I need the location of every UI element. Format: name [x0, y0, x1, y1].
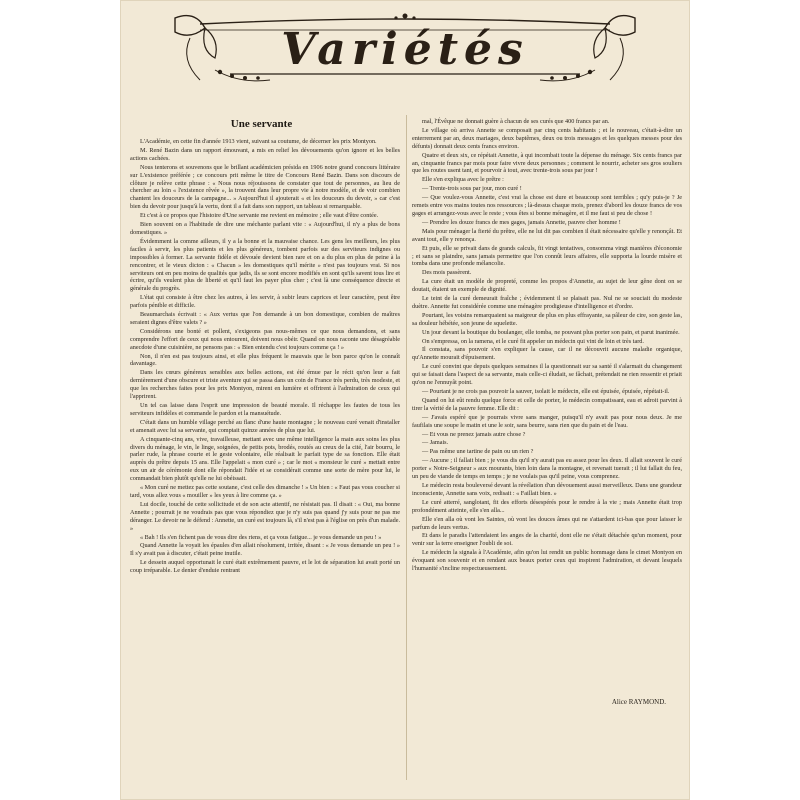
paragraph: Évidemment la comme ailleurs, il y a la bonne et la mauvaise chance. Les gens les meilleurs, les plus faciles à servir, les plus patients et les plus généreux, tombent parfois sur des serviteurs indignes ou impossibles à former. La servante fidèle et dévouée devient bien rare et on a du plus en plus de peine à la rencontrer, et le vieux dicton : « Chacun » les domestiques qu'il mérite » n'est pas toujours vrai. Si nos serviteurs ont en peu moins de qualités que jadis, ils se sont encore modifiés en sont qu'ils savent tous lire et écrire, qu'ils veulent plus de liberté et qu'il faut les payer plus cher ; c'est là une conséquence directe et générale du progrès. — [130, 237, 400, 293]
paragraph: Le village où arriva Annette se composait par cinq cents habitants ; et le nouveau, c'était-à-dire un enterrement par an, deux mariages, deux baptêmes, deux ou trois messages et les quelques messes pour des défunts) donnait deux cents francs environ. — [412, 126, 682, 150]
paragraph: Non, il n'en est pas toujours ainsi, et elle plus fréquent le mauvais que le bon parce qu'on le connaît davantage. — [130, 352, 400, 368]
paragraph: Quatre et deux six, ce répétait Annette, à qui incombait toute la dépense du ménage. Six cents francs par an, cinquante francs par mois pour faire vivre deux personnes ; comment le nourrir, acheter ses gros souliers que les routes usent tant, et pourvoir à tout, avec trente-trois sous par jour ! — [412, 151, 682, 175]
paragraph: — Jamais. — [422, 439, 449, 447]
paragraph: Nous tenterons et souvenons que le brillant académicien présida en 1906 notre grand concours littéraire sur L'existence préférée ; ce concours prit même le titre de Concours René Bazin. Dans son discours de clôture je relève cette phrase : « Nous nous réjouissons de constater que tout de personnes, au lieu de chercher au loin « l'existence rêvée », la trouvent dans leur propre vie à notre modèle, et de voir combien chantent les douceurs de la campagne... » Aujourd'hui il ajouterait « et les douceurs du devoir, » car c'est bien du devoir pour jusqu'à la vertu, dont il a fait dans son rapport, un tableau si remarquable. — [130, 163, 400, 211]
paragraph: « Mon curé ne mettez pas cette soutane, c'est celle des dimanche ! » Un bien : « Faut pas vous coucher si tard, vous allez vous « mouiller » les yeux à lire comme ça. » — [130, 484, 400, 499]
paragraph: L'état qui consiste à être chez les autres, à les servir, à subir leurs caprices et leur caractère, peut être parfois pénible et difficile. — [130, 294, 400, 310]
masthead — [160, 10, 650, 90]
paragraph: Un jour devant la boutique du boulanger, elle tomba, ne pouvant plus porter son pain, et parut inanimée. — [422, 328, 680, 336]
paragraph: A cinquante-cinq ans, vive, travailleuse, mettant avec une même intelligence la main aux soins les plus divers du ménage, le vin, le linge, soignées, de petits pots, brodés, routés au creux de la cité, l'air bourru, le parler rude, la phrase courte et le geste volontaire, elle réalisait le parfait type de sa fonction. Elle était auprès du prêtre depuis 15 ans. Elle l'appelait « mon curé » ; car le mot « monsieur le curé » mettait entre eux un air de cérémonie dont elle répondait l'idée et se considérait comme une sorte de mère pour lui, le commandait bien plutôt qu'elle ne lui obéissait. — [130, 435, 400, 483]
paragraph: — J'avais espéré que je pourrais vivre sans manger, puisqu'il n'y avait pas pour nous deux. Je me faufilais une soupe le matin et une le soir, sans beurre, sans rien que du pain et de l'eau. — [412, 413, 682, 429]
paragraph: Beaumarchais écrivait : « Aux vertus que l'on demande à un bon domestique, combien de maîtres seraient dignes d'être valets ? » — [130, 311, 400, 326]
paragraph: — Que voulez-vous Annette, c'est vrai la chose est dure et beaucoup sont terribles ; qu'y puis-je ? Je remets entre vos mains toutes nos ressources ; là-dessus chaque mois, prenez d'abord les douze francs de vos gages et arrangez-vous avec le reste ; vous êtes si bonne ménagère, et il me faut si peu de chose ! — [412, 194, 682, 217]
paragraph: On s'empressa, on la ramena, et le curé fit appeler un médecin qui vint de loin et très tard. — [422, 337, 644, 345]
paragraph: — Et vous ne prenez jamais autre chose ? — [422, 430, 526, 438]
paragraph: Il constata, sans pouvoir s'en expliquer la cause, car il ne découvrit aucune maladie organique, qu'Annette mourait d'épuisement. — [412, 346, 682, 362]
paragraph: Le médecin la signala à l'Académie, afin qu'on lui rendit un public hommage dans le cimet Montyon en évoquant son souvenir et en rendant aux beaux porter ceux qui inspirent l'admiration, et devant lesquels l'humanité s'incline respectueusement. — [412, 549, 682, 573]
paragraph: — Trente-trois sous par jour, mon curé ! — [422, 185, 522, 193]
paragraph: Elle s'en expliqua avec le prêtre : — [422, 176, 504, 184]
paragraph: Des mois passèrent. — [422, 269, 472, 277]
paragraph: — Prendre les douze francs de mes gages, jamais Annette, pauvre cher homme ! — [422, 218, 621, 226]
paragraph: « Bah ! Ils s'en fichent pas de vous dire des riens, et ça vous fatigue... je vous demande un peu ! » — [140, 533, 382, 541]
paragraph: Le médecin resta bouleversé devant la révélation d'un dévouement aussi merveilleux. Dans une grandeur inconsciente, Annette sans voix, redisait : « Faillait bien. » — [412, 481, 682, 497]
paragraph: Le dessein auquel opportunait le curé était extrêmement pauvre, et le lot de séparation lui avait porté un coup irréparable. Le denier d'enduie rentrant — [130, 559, 400, 575]
paragraph: C'était dans un humble village perché au flanc d'une haute montagne ; le nouveau curé venait d'installer et amenait avec lui sa servante, qui comptait quinze années de plus que lui. — [130, 418, 400, 434]
paragraph: La cure était un modèle de propreté, comme les propos d'Annette, au sujet de leur gêne dont on se doutait, étaient un exemple de dignité. — [412, 278, 682, 294]
paragraph: Et dans le paradis l'attendaient les anges de la charité, dont elle ne s'était détachée qu'un moment, pour venir sur la terre enseigner l'oubli de soi. — [412, 532, 682, 548]
paragraph: L'Académie, en cette fin d'année 1913 vient, suivant sa coutume, de décerner les prix Montyon. — [140, 138, 377, 145]
paragraph: Et c'est à ce propos que l'histoire d'Une servante me revient en mémoire ; elle vaut d'être contée. — [140, 212, 379, 220]
right-column — [412, 118, 682, 574]
paragraph: Elle s'en alla où vont les Saintes, où vont les douces âmes qui ne s'attardent ici-bas que pour laisser le parfum de leurs vertus. — [412, 515, 682, 531]
paragraph: Le curé atterré, sanglotant, fit des efforts désespérés pour le rendre à la vie ; mais Annette était trop profondément atteinte, elle s'en alla... — [412, 498, 682, 514]
paragraph: — Aucune ; il fallait bien ; je vous dis qu'il n'y aurait pas eu assez pour les deux. Il allait souvent le curé porter « Notre-Seigneur » aux mourants, bien loin dans la montagne, et revenait tuerait ; il lui fallait du feu, un peu de viande de temps en temps ; je ne voulais pas qu'il peine, vous comprenez. — [412, 457, 682, 481]
newspaper-page — [120, 0, 690, 800]
paragraph: Un tel cas laisse dans l'esprit une impression de beauté morale. Il réchappe les fautes de tous les serviteurs infidèles et commande le pardon et la mansuétude. — [130, 402, 400, 417]
paragraph: Quand on lui eût rendu quelque force et celle de porter, le médecin compatissant, eau et adroit parvint à tirer la vérité de la pauvre femme. Elle dit : — [412, 396, 682, 412]
paragraph: Et puis, elle se privait dans de grands calculs, fit vingt tentatives, consomma vingt manières d'économie ; et sans se plaindre, sans jamais permettre que l'on connût leurs affaires, elle supporta la lourde misère et tomba dans une profonde mélancolie. — [412, 244, 682, 268]
paragraph: Dans les cœurs généreux sensibles aux belles actions, est été émue par le récit qu'on leur a fait dernièrement d'une obscure et triste aventure qui se passa dans un coin de France très perdu, très modeste, et que les recherches faites pour les prix Montyon, mirent en lumière et offrirent à l'admiration de ceux qui l'apprirent. — [130, 369, 400, 401]
article-title: Une servante — [230, 118, 293, 130]
paragraph: Quand Annette la voyait les épaules d'en allait résolument, irritée, disant : « Je vous demande un peu ! » Il s'y avait pas à discuter, c'était peine inutile. — [130, 542, 400, 558]
column-divider — [406, 115, 407, 780]
paragraph: Considérons une bonté et pollent, s'exigeons pas nous-mêmes ce que nous demandons, et sans comprendre l'effort de ceux qui nous entourent, doivent nous obéir. Quand on nous raconte une désagréable anecdote d'une cuisinière, ne pensons pas : « Bien entendu c'est toujours comme ça ! » — [130, 327, 400, 351]
paragraph: M. René Bazin dans un rapport émouvant, a mis en relief les dévouements qu'on ignore et les belles actions cachées. — [130, 146, 400, 162]
paragraph: Mais pour ménager la fierté du prêtre, elle ne lui dit pas combien il était nécessaire qu'elle y renonçât. Et avant tout, elle y renonça. — [412, 227, 682, 243]
author-signature: Alice RAYMOND. — [611, 698, 666, 706]
section-title: Variétés — [281, 24, 529, 75]
paragraph: — Pourtant je ne crois pas pouvoir la sauver, isolait le médecin, elle est épuisée, épuisée, répétait-il. — [422, 388, 670, 395]
paragraph: Lui docile, touché de cette sollicitude et de son acte attentif, ne résistait pas. Il disait : « Oui, ma bonne Annette ; pourrait je ne voudrais pas que vous répondiez que je n'y suis pas quand j'y suis pour ne pas me déranger. Le devoir ne le défend : Annette, un curé est toujours là, s'il n'est pas à l'église on près d'un malade. » — [130, 500, 400, 532]
paragraph: mal, l'Évêque ne donnait guère à chacun de ses curés que 400 francs par an. — [422, 118, 610, 125]
paragraph: Le teint de la curé demeurait fraîche ; évidemment il se plaisait pas. Nul ne se souciait du modeste duètre. Annette fut considérée comme une ménagère prodigieuse d'intelligence et d'ordre. — [412, 295, 682, 310]
paragraph: Pourtant, les voisins remarquaient sa maigreur de plus en plus effrayante, sa pâleur de cire, son geste las, sa douleur hébétée, son jeune de squelette. — [412, 311, 682, 327]
paragraph: Le curé convint que depuis quelques semaines il la questionnait sur sa santé il s'alarmait du changement qui se faisait dans l'aspect de sa servante, mais celle-ci éludait, se fâchait, prétendait ne rien ressentir et priait qu'on ne l'ennuyât point. — [412, 363, 682, 387]
paragraph: Bien souvent on a l'habitude de dire une méchante parlant vite : « Aujourd'hui, il n'y a plus de bons domestiques. » — [130, 221, 400, 236]
paragraph: — Pas même une tartine de pain ou un rien ? — [422, 448, 534, 456]
left-column — [130, 138, 400, 576]
